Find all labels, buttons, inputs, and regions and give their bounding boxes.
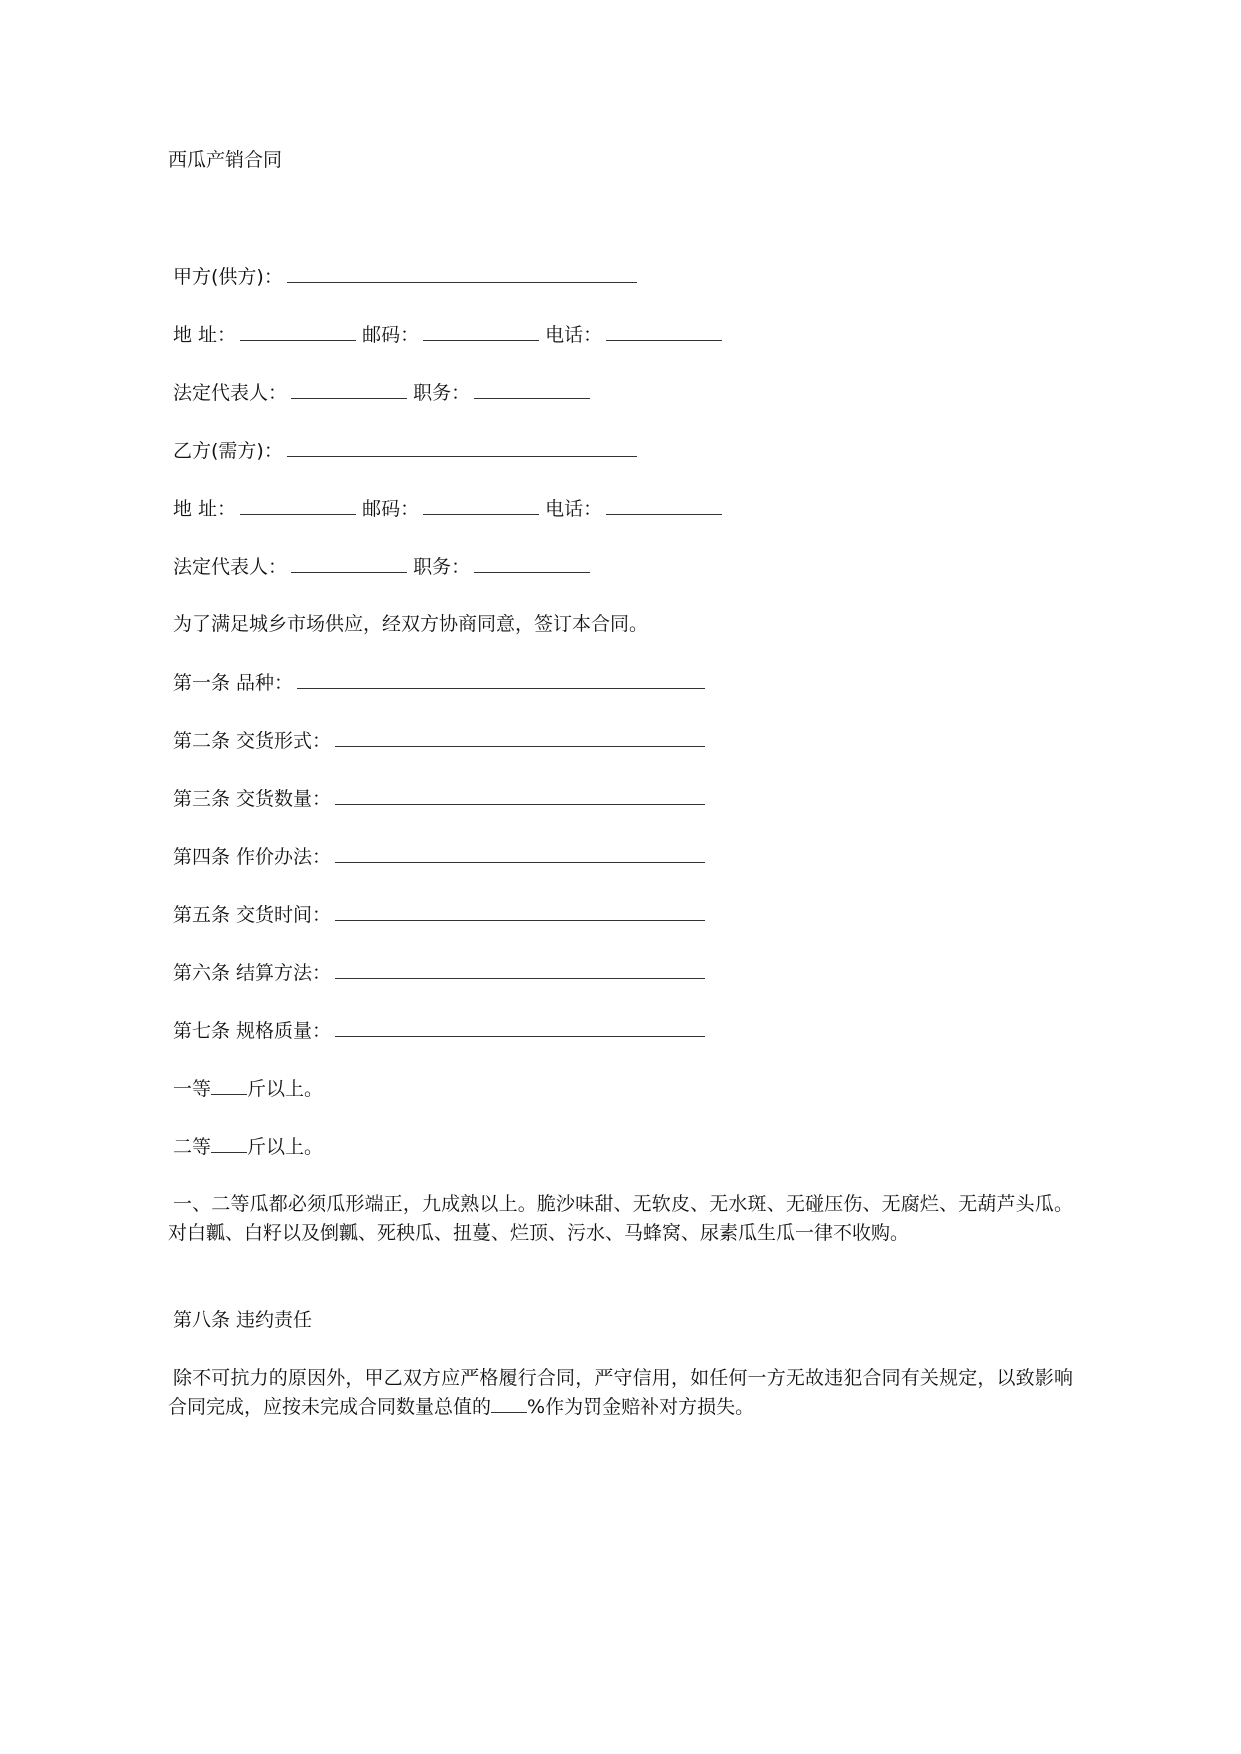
party-a-postcode-blank[interactable]	[423, 322, 539, 341]
grade-2-suffix: 斤以上。	[247, 1136, 324, 1158]
party-b-postcode-label: 邮码：	[362, 498, 420, 520]
article-2-label: 第二条 交货形式：	[173, 730, 332, 752]
article-4-row	[173, 844, 705, 869]
grade-1-prefix: 一等	[173, 1078, 212, 1100]
party-a-blank[interactable]	[287, 264, 637, 283]
grade-1-blank[interactable]	[211, 1076, 247, 1095]
party-b-legal-rep-blank[interactable]	[291, 554, 407, 573]
party-b-contact-row	[173, 496, 722, 521]
article-2-blank[interactable]	[335, 728, 705, 747]
article-6-row	[173, 960, 705, 985]
article-2-row	[173, 728, 705, 753]
party-a-address-blank[interactable]	[240, 322, 356, 341]
article-8-text-after: %作为罚金赔补对方损失。	[527, 1396, 755, 1418]
article-5-label: 第五条 交货时间：	[173, 904, 332, 926]
article-8-heading: 第八条 违约责任	[173, 1309, 313, 1331]
article-7-label: 第七条 规格质量：	[173, 1020, 332, 1042]
party-b-position-label: 职务：	[413, 556, 471, 578]
article-3-label: 第三条 交货数量：	[173, 788, 332, 810]
article-3-blank[interactable]	[335, 786, 705, 805]
party-a-legal-rep-label: 法定代表人：	[173, 382, 288, 404]
article-5-row	[173, 902, 705, 927]
party-a-contact-row	[173, 322, 722, 347]
party-b-phone-label: 电话：	[545, 498, 603, 520]
party-b-phone-blank[interactable]	[606, 496, 722, 515]
party-b-position-blank[interactable]	[474, 554, 590, 573]
grade-2-row	[173, 1134, 323, 1159]
party-a-phone-label: 电话：	[545, 324, 603, 346]
party-a-label: 甲方(供方)：	[173, 266, 283, 288]
grade-2-blank[interactable]	[211, 1134, 247, 1153]
party-a-row	[173, 264, 637, 289]
grade-1-row	[173, 1076, 323, 1101]
party-a-phone-blank[interactable]	[606, 322, 722, 341]
party-b-label: 乙方(需方)：	[173, 440, 283, 462]
quality-paragraph: 一、二等瓜都必须瓜形端正，九成熟以上。脆沙味甜、无软皮、无水斑、无碰压伤、无腐烂、无葫芦头瓜。对白瓤、白籽以及倒瓤、死秧瓜、扭蔓、烂顶、污水、马蜂窝、尿素瓜生瓜一律不收购。	[168, 1193, 1073, 1244]
article-7-blank[interactable]	[335, 1018, 705, 1037]
party-a-position-label: 职务：	[413, 382, 471, 404]
article-3-row	[173, 786, 705, 811]
party-a-postcode-label: 邮码：	[362, 324, 420, 346]
document-title: 西瓜产销合同	[168, 149, 283, 171]
article-8-text-before: 除不可抗力的原因外，甲乙双方应严格履行合同，严守信用，如任何一方无故违犯合同有关规定，以致影响合同完成，应按未完成合同数量总值的	[168, 1367, 1073, 1418]
party-a-legal-rep-blank[interactable]	[291, 380, 407, 399]
party-b-rep-row	[173, 554, 590, 579]
article-4-label: 第四条 作价办法：	[173, 846, 332, 868]
article-1-blank[interactable]	[297, 670, 705, 689]
article-1-label: 第一条 品种：	[173, 672, 294, 694]
article-5-blank[interactable]	[335, 902, 705, 921]
grade-1-suffix: 斤以上。	[247, 1078, 324, 1100]
article-4-blank[interactable]	[335, 844, 705, 863]
grade-2-prefix: 二等	[173, 1136, 212, 1158]
party-a-address-label: 地 址：	[173, 324, 237, 346]
party-a-position-blank[interactable]	[474, 380, 590, 399]
article-8-paragraph	[168, 1364, 1073, 1422]
article-1-row	[173, 670, 705, 695]
penalty-percent-blank[interactable]	[491, 1394, 527, 1413]
party-b-postcode-blank[interactable]	[423, 496, 539, 515]
party-a-rep-row	[173, 380, 590, 405]
preamble: 为了满足城乡市场供应，经双方协商同意，签订本合同。	[173, 613, 649, 635]
party-b-blank[interactable]	[287, 438, 637, 457]
party-b-legal-rep-label: 法定代表人：	[173, 556, 288, 578]
article-6-label: 第六条 结算方法：	[173, 962, 332, 984]
party-b-address-label: 地 址：	[173, 498, 237, 520]
article-7-row	[173, 1018, 705, 1043]
party-b-address-blank[interactable]	[240, 496, 356, 515]
party-b-row	[173, 438, 637, 463]
article-6-blank[interactable]	[335, 960, 705, 979]
